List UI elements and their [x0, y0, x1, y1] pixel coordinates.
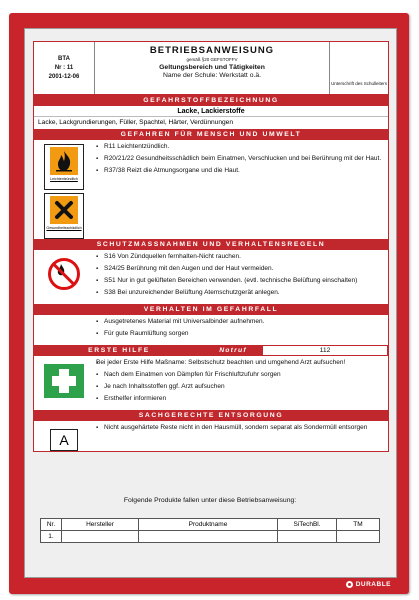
list-item: ▪ R20/21/22 Gesundheitsschädlich beim Einatmen, Verschlucken und bei Berührung mit der Haut.	[96, 155, 384, 163]
harmful-label: Gesundheitsschädlich	[46, 226, 82, 230]
list-item: ▪ Ausgetretenes Material mit Universalbinder aufnehmen.	[96, 318, 384, 326]
flame-icon	[55, 150, 73, 172]
brand-label: DURABLE	[355, 581, 391, 588]
notruf-number: 112	[263, 346, 387, 355]
instruction-sheet	[24, 28, 397, 578]
doc-date: 2001-12-06	[48, 73, 80, 80]
table-cell	[278, 531, 337, 543]
list-item: ▪ S16 Von Zündquellen fernhalten-Nicht rauchen.	[96, 253, 384, 261]
section-erste-hilfe	[34, 356, 388, 410]
flammable-label: Leichtentzündlich	[50, 177, 78, 181]
first-aid-heading: ERSTE HILFE	[88, 347, 150, 354]
column-header: TM	[337, 519, 380, 531]
page-subtitle: gemäß §20 GEFSTOFFV	[186, 57, 238, 62]
list-item: ▪ R11 Leichtentzündlich.	[96, 143, 384, 151]
table-row	[41, 531, 380, 543]
table-cell: 1.	[41, 531, 62, 543]
section-heading-schutz: SCHUTZMASSNAHMEN UND VERHALTENSREGELN	[34, 239, 388, 250]
table-cell	[139, 531, 278, 543]
notruf-label: Notruf	[219, 347, 247, 354]
protection-lines	[94, 250, 388, 304]
bta-label: BTA	[58, 55, 70, 62]
column-header: SiTechBl.	[278, 519, 337, 531]
section-gefahrfall	[34, 315, 388, 345]
section-heading-erste-hilfe	[34, 345, 388, 356]
doc-id-box	[34, 42, 95, 94]
flammable-icon	[44, 144, 84, 190]
first-aid-cross-icon	[44, 364, 84, 398]
products-area	[33, 497, 387, 543]
list-item: ▪ Je nach Inhaltsstoffen ggf. Arzt aufsuchen	[96, 383, 384, 391]
signature-label: Unterschrift des Schulleiters	[330, 81, 388, 86]
disposal-lines	[94, 421, 388, 451]
brand-logo	[346, 581, 391, 588]
list-item: ▪ S24/25 Berührung mit den Augen und der Haut vermeiden.	[96, 265, 384, 273]
products-note: Folgende Produkte fallen unter diese Betriebsanweisung:	[123, 497, 297, 504]
table-cell	[337, 531, 380, 543]
first-aid-lines	[94, 356, 388, 410]
x-cross-icon	[54, 200, 74, 220]
doc-number: Nr : 11	[54, 64, 74, 71]
column-header: Hersteller	[62, 519, 139, 531]
list-item: ▪ Nach dem Einatmen von Dämpfen für Frischluftzufuhr sorgen	[96, 371, 384, 379]
list-item: ▪ R37/38 Reizt die Atmungsorgane und die Haut.	[96, 167, 384, 175]
durable-logo-icon	[346, 581, 353, 588]
instruction-document	[33, 41, 389, 452]
section-entsorgung	[34, 421, 388, 451]
products-table	[40, 518, 380, 543]
section-heading-gefahrfall: VERHALTEN IM GEFAHRFALL	[34, 304, 388, 315]
page-title: BETRIEBSANWEISUNG	[149, 45, 275, 56]
list-item: ▪ Nicht ausgehärtete Reste nicht in den Hausmüll, sondern separat als Sondermüll entsorgen	[96, 424, 384, 432]
document-header	[34, 42, 388, 95]
list-item: ▪ Ersthelfer informieren	[96, 395, 384, 403]
scope-label: Geltungsbereich und Tätigkeiten	[159, 64, 265, 71]
substance-detail: Lacke, Lackgrundierungen, Füller, Spachtel, Härter, Verdünnungen	[38, 119, 234, 126]
table-header-row	[41, 519, 380, 531]
disposal-class-box: A	[50, 429, 78, 451]
list-item: ▪ S38 Bei unzureichender Belüftung Atemschutzgerät anlegen.	[96, 289, 384, 297]
section-heading-gefahren: GEFAHREN FÜR MENSCH UND UMWELT	[34, 129, 388, 140]
list-item: ▪ Für gute Raumlüftung sorgen	[96, 330, 384, 338]
substance-name: Lacke, Lackierstoffe	[34, 106, 388, 117]
emergency-lines	[94, 315, 388, 345]
column-header: Nr.	[41, 519, 62, 531]
signature-box	[329, 42, 388, 94]
column-header: Produktname	[139, 519, 278, 531]
school-name: Name der Schule: Werkstatt o.ä.	[162, 72, 262, 79]
section-schutz	[34, 250, 388, 304]
hazard-icons	[34, 140, 94, 239]
list-item: ▪ S51 Nur in gut gelüfteten Bereichen verwenden. (evtl. technische Belüftung einschalten)	[96, 277, 384, 285]
table-cell	[62, 531, 139, 543]
harmful-icon	[44, 193, 84, 239]
section-heading-entsorgung: SACHGERECHTE ENTSORGUNG	[34, 410, 388, 421]
protection-icons	[34, 250, 94, 304]
section-gefahren	[34, 140, 388, 239]
no-open-flame-icon	[48, 258, 80, 290]
title-block	[95, 42, 329, 94]
first-aid-intro: ▪ Bei jeder Erste Hilfe Maßname: Selbstschutz beachten und umgehend Arzt aufsuchen!	[96, 359, 384, 367]
hazard-lines	[94, 140, 388, 239]
section-heading-gefahrstoff: GEFAHRSTOFFBEZEICHNUNG	[34, 95, 388, 106]
